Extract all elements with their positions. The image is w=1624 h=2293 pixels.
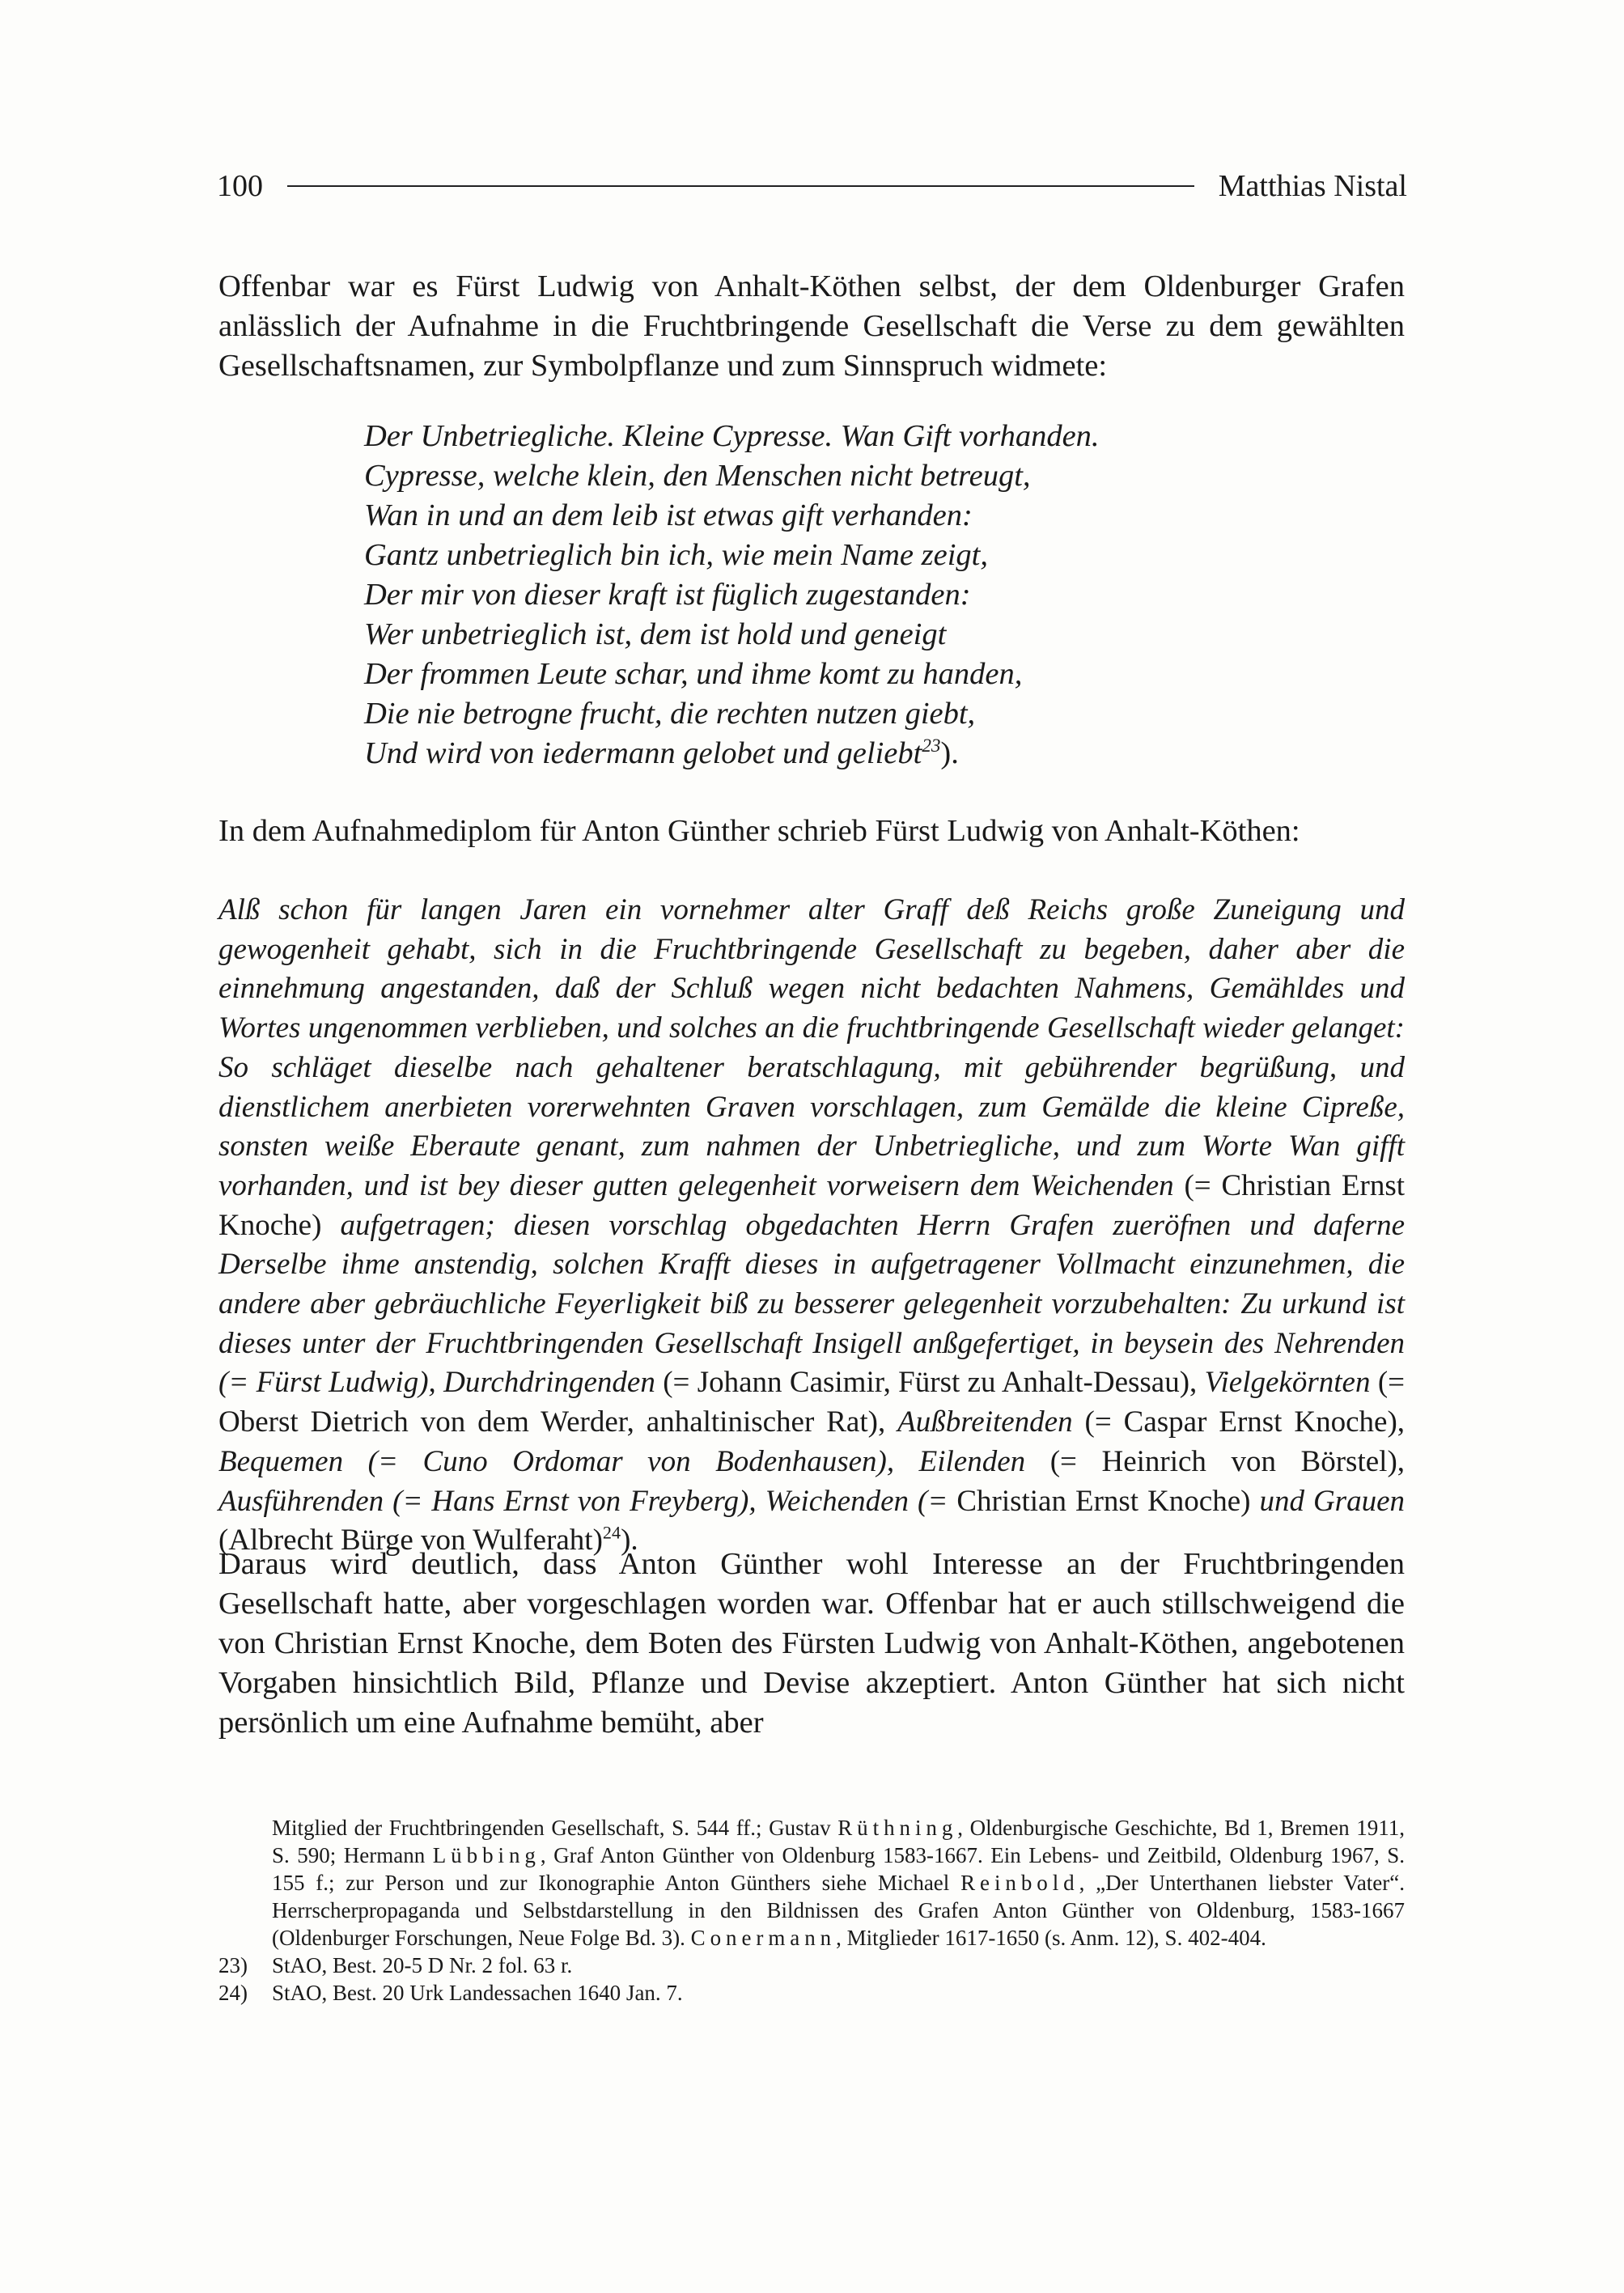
footnote-continuation: Mitglied der Fruchtbringenden Gesellschaft, S. 544 ff.; Gustav Rüthning, Oldenburgische Geschichte, Bd 1, Bremen 1911, S. 590; Hermann Lübbing, Graf Anton Günther von Oldenburg 1583-1667. Ein Lebens- und Zeitbild, Oldenburg 1967, S. 155 f.; zur Person und zur Ikonographie Anton Günthers siehe Michael Reinbold, „Der Unterthanen liebster Vater“. Herrscherpropaganda und Selbstdarstellung in den Bildnissen des Grafen Anton Günther von Oldenburg, 1583-1667 (Oldenburger Forschungen, Neue Folge Bd. 3). Conermann, Mitglieder 1617-1650 (s. Anm. 12), S. 402-404.	[272, 1816, 1406, 1950]
footnote-ref-24[interactable]: 24	[602, 1522, 621, 1543]
closing-paragraph: Daraus wird deutlich, dass Anton Günther wohl Interesse an der Fruchtbringenden Gesellschaft hatte, aber vorgeschlagen worden war. Offenbar hat er auch stillschweigend die von Christian Ernst Knoche, dem Boten des Fürsten Ludwig von Anhalt-Köthen, angebotenen Vorgaben hinsichtlich Bild, Pflanze und Devise akzeptiert. Anton Günther hat sich nicht persönlich um eine Aufnahme bemüht, aber	[218, 1547, 1405, 1740]
verse-line: Der Unbetriegliche. Kleine Cypresse. Wan Gift vorhanden.	[364, 419, 1100, 453]
intro-paragraph: Offenbar war es Fürst Ludwig von Anhalt-Köthen selbst, der dem Oldenburger Grafen anlässlich der Aufnahme in die Fruchtbringende Gesellschaft die Verse zu dem gewählten Gesellschaftsnamen, zur Symbolpflanze und zum Sinnspruch widmete:	[218, 269, 1405, 383]
verse-line: Der frommen Leute schar, und ihme komt zu handen,	[364, 657, 1023, 691]
verse-line: Die nie betrogne frucht, die rechten nutzen giebt,	[364, 697, 976, 731]
running-author: Matthias Nistal	[1218, 169, 1407, 203]
diploma-intro: In dem Aufnahmediplom für Anton Günther schrieb Fürst Ludwig von Anhalt-Köthen:	[218, 814, 1300, 848]
diploma-quote: Alß schon für langen Jaren ein vornehmer alter Graff deß Reichs große Zuneigung und gewogenheit gehabt, sich in die Fruchtbringende Gesellschaft zu begeben, daher aber die einnehmung angestanden, daß der Schluß wegen nicht bedachten Nahmens, Gemähldes und Wortes ungenommen verblieben, und solches an die fruchtbringende Gesellschaft wieder gelanget: So schläget dieselbe nach gehaltener beratschlagung, mit gebührender begrüßung, und dienstlichem anerbieten vorerwehnten Graven vorschlagen, zum Gemälde die kleine Cipreße, sonsten weiße Eberaute genant, zum nahmen der Unbetriegliche, und zum Worte Wan gifft vorhanden, und ist bey dieser gutten gelegenheit vorweisern dem Weichenden (= Christian Ernst Knoche) aufgetragen; diesen vorschlag obgedachten Herrn Grafen zueröfnen und daferne Derselbe ihme anstendig, solchen Krafft dieses in aufgetragener Vollmacht einzunehmen, die andere aber gebräuchliche Feyerligkeit biß zu besserer gelegenheit vorzubehalten: Zu urkund ist dieses unter der Fruchtbringenden Gesellschaft Insigell anßgefertiget, in beysein des Nehrenden (= Fürst Ludwig), Durchdringenden (= Johann Casimir, Fürst zu Anhalt-Dessau), Vielgekörnten (= Oberst Dietrich von dem Werder, anhaltinischer Rat), Außbreitenden (= Caspar Ernst Knoche), Bequemen (= Cuno Ordomar von Bodenhausen), Eilenden (= Heinrich von Börstel), Ausführenden (= Hans Ernst von Freyberg), Weichenden (= Christian Ernst Knoche) und Grauen (Albrecht Bürge von Wulferaht)$^{24}$).	[218, 893, 1406, 1558]
verse-line: Cypresse, welche klein, den Menschen nicht betreugt,	[364, 459, 1031, 493]
verse-line: Wer unbetrieglich ist, dem ist hold und geneigt	[364, 617, 947, 651]
footnotes	[218, 1814, 1405, 2007]
verse-line: Wan in und an dem leib ist etwas gift verhanden:	[364, 498, 973, 532]
verse-line-last: Und wird von iedermann gelobet und geliebt$^{23}$).	[364, 735, 959, 770]
footnote-ref-23[interactable]: 23	[922, 735, 941, 757]
running-header	[217, 166, 1407, 206]
header-rule	[287, 185, 1194, 187]
verse-line: Der mir von dieser kraft ist füglich zugestanden:	[364, 578, 971, 612]
verse-line: Gantz unbetrieglich bin ich, wie mein Name zeigt,	[364, 538, 988, 572]
verse-block	[364, 417, 1416, 774]
footnote-23: 23) StAO, Best. 20-5 D Nr. 2 fol. 63 r.	[218, 1953, 573, 1977]
page-number: 100	[217, 169, 263, 203]
footnote-24: 24) StAO, Best. 20 Urk Landessachen 1640 Jan. 7.	[218, 1981, 683, 2005]
